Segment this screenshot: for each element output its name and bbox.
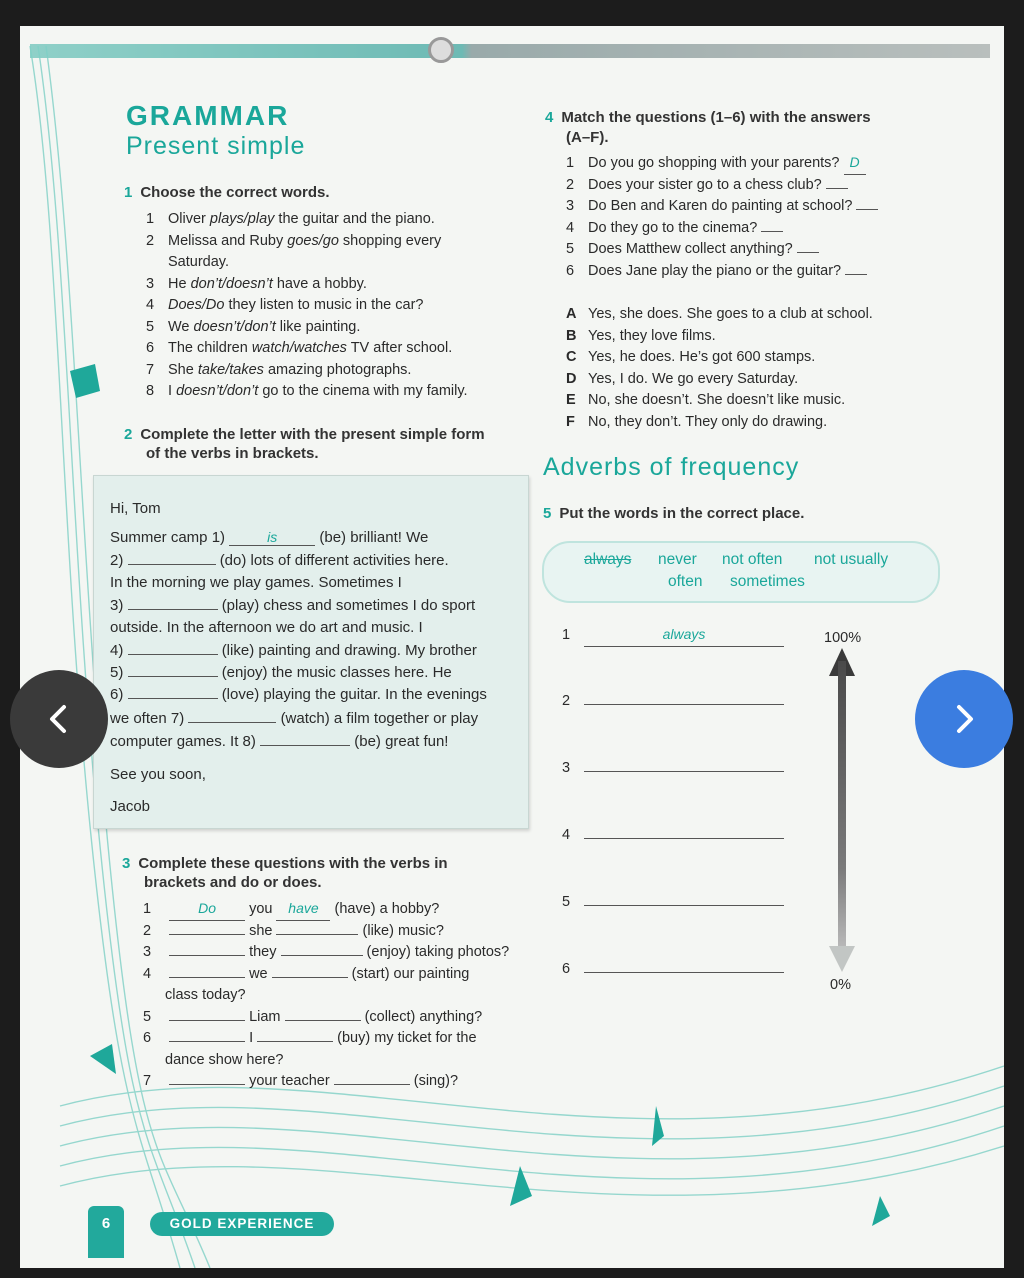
answer-letter: D bbox=[566, 370, 577, 387]
letter-line: outside. In the afternoon we do art and music. I bbox=[110, 619, 423, 636]
ex1-item bbox=[146, 295, 526, 317]
item-number: 2 bbox=[146, 232, 155, 249]
answer-blank[interactable]: D bbox=[844, 152, 866, 175]
item-text: Yes, they love films. bbox=[588, 327, 716, 344]
ex4-question bbox=[566, 239, 966, 261]
label-0: 0% bbox=[830, 977, 851, 993]
answer-blank[interactable] bbox=[272, 977, 348, 978]
item-number: 7 bbox=[146, 361, 155, 378]
ex3-row: 7 your teacher (sing)? bbox=[143, 1073, 459, 1089]
item-text: She bbox=[168, 361, 198, 378]
word-not-often: not often bbox=[722, 551, 783, 568]
answer-blank[interactable]: is bbox=[229, 529, 315, 546]
answer-blank[interactable] bbox=[281, 955, 363, 956]
answer-letter: B bbox=[566, 327, 577, 344]
grammar-subtitle: Present simple bbox=[126, 132, 306, 160]
ex4-answer bbox=[566, 304, 966, 326]
answer-blank[interactable] bbox=[128, 654, 218, 655]
item-text: I bbox=[168, 383, 177, 399]
letter-line: 5) (enjoy) the music classes here. He bbox=[110, 664, 452, 681]
ex4-answer bbox=[566, 369, 966, 391]
answer-blank[interactable]: always bbox=[584, 624, 784, 647]
item-text: Saturday. bbox=[168, 254, 229, 270]
page-number: 6 bbox=[88, 1206, 124, 1258]
answer-blank[interactable] bbox=[260, 745, 350, 746]
answer-blank[interactable] bbox=[128, 698, 218, 699]
ex5-slot bbox=[562, 758, 784, 825]
item-number: 4 bbox=[566, 219, 575, 236]
item-options[interactable]: doesn’t/don’t bbox=[193, 318, 276, 335]
ex1-heading: 1 Choose the correct words. bbox=[124, 184, 330, 201]
ex1-list bbox=[146, 209, 526, 403]
word-box bbox=[542, 541, 940, 603]
ex1-item bbox=[146, 317, 526, 339]
letter-line: Summer camp 1) is (be) brilliant! We bbox=[110, 529, 429, 546]
item-number: 5 bbox=[562, 894, 571, 910]
ex3-row: 1 Do you have (have) a hobby? bbox=[143, 898, 543, 921]
answer-blank[interactable] bbox=[128, 609, 218, 610]
item-text: amazing photographs. bbox=[263, 361, 412, 378]
answer-blank[interactable] bbox=[169, 1084, 245, 1085]
answer-blank[interactable] bbox=[334, 1084, 410, 1085]
workbook-page bbox=[20, 26, 1004, 1268]
word-always: always bbox=[584, 551, 632, 568]
word-sometimes: sometimes bbox=[730, 573, 805, 590]
answer-blank[interactable] bbox=[584, 771, 784, 772]
prev-button[interactable] bbox=[10, 670, 108, 768]
letter-box bbox=[93, 475, 529, 829]
letter-signature: Jacob bbox=[110, 798, 151, 815]
letter-greeting: Hi, Tom bbox=[110, 500, 161, 517]
brand-label: GOLD EXPERIENCE bbox=[150, 1212, 334, 1236]
ex1-item bbox=[146, 274, 526, 296]
item-text: Melissa and Ruby bbox=[168, 232, 288, 249]
item-options[interactable]: take/takes bbox=[197, 361, 264, 378]
item-text: Oliver bbox=[168, 211, 210, 227]
ex5-slots bbox=[562, 624, 784, 1026]
ex4-answer bbox=[566, 412, 966, 434]
letter-line: In the morning we play games. Sometimes I bbox=[110, 574, 402, 591]
ex3-row: 2 she (like) music? bbox=[143, 922, 444, 939]
next-button[interactable] bbox=[915, 670, 1013, 768]
item-number: 1 bbox=[566, 155, 575, 171]
letter-closing: See you soon, bbox=[110, 766, 206, 783]
ex3-row: 4 we (start) our painting bbox=[143, 965, 470, 982]
answer-blank[interactable] bbox=[856, 209, 878, 210]
answer-blank[interactable] bbox=[845, 274, 867, 275]
answer-blank[interactable] bbox=[285, 1020, 361, 1021]
item-text: Do Ben and Karen do painting at school? bbox=[588, 198, 857, 214]
grammar-title: GRAMMAR bbox=[126, 100, 290, 131]
item-text: Does Matthew collect anything? bbox=[588, 241, 797, 257]
item-text: Yes, I do. We go every Saturday. bbox=[588, 370, 799, 387]
answer-letter: F bbox=[566, 413, 575, 430]
item-text: Does your sister go to a chess club? bbox=[588, 176, 826, 193]
answer-blank[interactable] bbox=[584, 972, 784, 973]
answer-blank[interactable]: have bbox=[276, 898, 330, 921]
item-number: 2 bbox=[566, 176, 575, 193]
ex3-row-cont: class today? bbox=[165, 987, 246, 1003]
item-text: We bbox=[168, 318, 194, 335]
item-number: 6 bbox=[562, 961, 571, 977]
item-text: go to the cinema with my family. bbox=[258, 383, 468, 399]
letter-line: 6) (love) playing the guitar. In the evenings bbox=[110, 686, 487, 703]
answer-blank[interactable] bbox=[169, 1041, 245, 1042]
ex4-question bbox=[566, 175, 966, 197]
item-text: No, she doesn’t. She doesn’t like music. bbox=[588, 392, 846, 408]
item-number: 3 bbox=[566, 198, 575, 214]
item-text: have a hobby. bbox=[272, 275, 367, 292]
item-number: 1 bbox=[562, 627, 571, 643]
item-number: 4 bbox=[562, 827, 571, 843]
ex5-slot bbox=[562, 624, 784, 691]
ex5-slot bbox=[562, 825, 784, 892]
item-number: 3 bbox=[562, 760, 571, 776]
chevron-right-icon bbox=[946, 701, 982, 737]
word-never: never bbox=[658, 551, 697, 568]
ex4-answers bbox=[566, 304, 966, 433]
item-number: 1 bbox=[146, 211, 155, 227]
item-options[interactable]: goes/go bbox=[287, 232, 339, 249]
ex1-item bbox=[146, 360, 526, 382]
ex4-heading: 4 Match the questions (1–6) with the answers (A–F). bbox=[545, 109, 871, 146]
item-number: 5 bbox=[566, 241, 575, 257]
answer-blank[interactable] bbox=[128, 676, 218, 677]
item-text: He bbox=[168, 275, 191, 292]
item-text: Does Jane play the piano or the guitar? bbox=[588, 262, 846, 279]
answer-blank[interactable] bbox=[797, 252, 819, 253]
answer-blank[interactable] bbox=[761, 231, 783, 232]
item-text: No, they don’t. They only do drawing. bbox=[588, 413, 828, 430]
item-text: TV after school. bbox=[346, 340, 453, 356]
word-often: often bbox=[668, 573, 703, 590]
item-number: 3 bbox=[146, 275, 155, 292]
letter-line: 2) (do) lots of different activities here. bbox=[110, 552, 449, 569]
ex3-row: 6 I (buy) my ticket for the bbox=[143, 1030, 477, 1046]
letter-line: we often 7) (watch) a film together or play bbox=[110, 710, 479, 727]
item-text: shopping every bbox=[338, 232, 442, 249]
ex4-question bbox=[566, 152, 966, 175]
answer-blank[interactable]: Do bbox=[169, 898, 245, 921]
answer-blank[interactable] bbox=[584, 704, 784, 705]
answer-blank[interactable] bbox=[584, 838, 784, 839]
item-text: like painting. bbox=[275, 318, 361, 335]
item-text: Yes, she does. She goes to a club at school. bbox=[588, 306, 873, 322]
answer-blank[interactable] bbox=[257, 1041, 333, 1042]
item-text: they listen to music in the car? bbox=[224, 297, 424, 313]
ex4-question bbox=[566, 196, 966, 218]
label-100: 100% bbox=[824, 630, 862, 646]
ex3-heading: 3 Complete these questions with the verbs in brackets and do or does. bbox=[122, 855, 448, 891]
ex3-row: 5 Liam (collect) anything? bbox=[143, 1008, 483, 1025]
item-number: 5 bbox=[146, 318, 155, 335]
ex1-item bbox=[146, 231, 526, 253]
answer-blank[interactable] bbox=[169, 1020, 245, 1021]
item-options[interactable]: plays/play bbox=[209, 211, 275, 227]
ex1-item bbox=[146, 381, 526, 403]
chevron-left-icon bbox=[41, 701, 77, 737]
item-number: 8 bbox=[146, 383, 155, 399]
ex2-heading: 2 Complete the letter with the present simple form of the verbs in brackets. bbox=[124, 426, 485, 462]
ex5-heading: 5 Put the words in the correct place. bbox=[543, 505, 805, 522]
frequency-scale bbox=[838, 661, 846, 957]
ex4-question bbox=[566, 218, 966, 240]
item-number: 4 bbox=[146, 297, 155, 313]
ex3-list bbox=[143, 898, 543, 1093]
item-options[interactable]: Does/Do bbox=[168, 297, 225, 313]
answer-letter: A bbox=[566, 306, 577, 322]
answer-blank[interactable] bbox=[169, 955, 245, 956]
item-text: the guitar and the piano. bbox=[274, 211, 435, 227]
ex1-item bbox=[146, 338, 526, 360]
letter-line: computer games. It 8) (be) great fun! bbox=[110, 733, 449, 750]
ex5-slot bbox=[562, 892, 784, 959]
item-text: Do they go to the cinema? bbox=[588, 219, 762, 236]
answer-letter: E bbox=[566, 392, 576, 408]
answer-blank[interactable] bbox=[169, 934, 245, 935]
ex3-row-cont: dance show here? bbox=[165, 1051, 284, 1068]
item-text: The children bbox=[168, 340, 252, 356]
word-not-usually: not usually bbox=[814, 551, 889, 568]
item-number: 6 bbox=[146, 340, 155, 356]
item-text: Yes, he does. He’s got 600 stamps. bbox=[588, 349, 816, 365]
answer-blank[interactable] bbox=[128, 564, 216, 565]
item-options[interactable]: watch/watches bbox=[251, 340, 347, 356]
ex4-questions bbox=[566, 152, 966, 282]
ex4-question bbox=[566, 261, 966, 283]
item-number: 6 bbox=[566, 262, 575, 279]
item-text: Do you go shopping with your parents? bbox=[588, 155, 844, 171]
answer-blank[interactable] bbox=[188, 722, 276, 723]
answer-blank[interactable] bbox=[276, 934, 358, 935]
ex4-answer bbox=[566, 390, 966, 412]
adverbs-title: Adverbs of frequency bbox=[543, 453, 800, 481]
item-number: 2 bbox=[562, 693, 571, 709]
ex3-row: 3 they (enjoy) taking photos? bbox=[143, 944, 510, 960]
ex1-item bbox=[146, 252, 526, 274]
answer-blank[interactable] bbox=[826, 188, 848, 189]
ex1-item bbox=[146, 209, 526, 231]
answer-blank[interactable] bbox=[169, 977, 245, 978]
ex4-answer bbox=[566, 326, 966, 348]
ex5-slot bbox=[562, 959, 784, 1026]
answer-blank[interactable] bbox=[584, 905, 784, 906]
ex4-answer bbox=[566, 347, 966, 369]
arrow-down-icon bbox=[828, 946, 856, 974]
letter-line: 3) (play) chess and sometimes I do sport bbox=[110, 597, 476, 614]
item-options[interactable]: doesn’t/don’t bbox=[176, 383, 259, 399]
ex5-slot bbox=[562, 691, 784, 758]
letter-line: 4) (like) painting and drawing. My brother bbox=[110, 642, 477, 659]
answer-letter: C bbox=[566, 349, 577, 365]
item-options[interactable]: don’t/doesn’t bbox=[190, 275, 273, 292]
